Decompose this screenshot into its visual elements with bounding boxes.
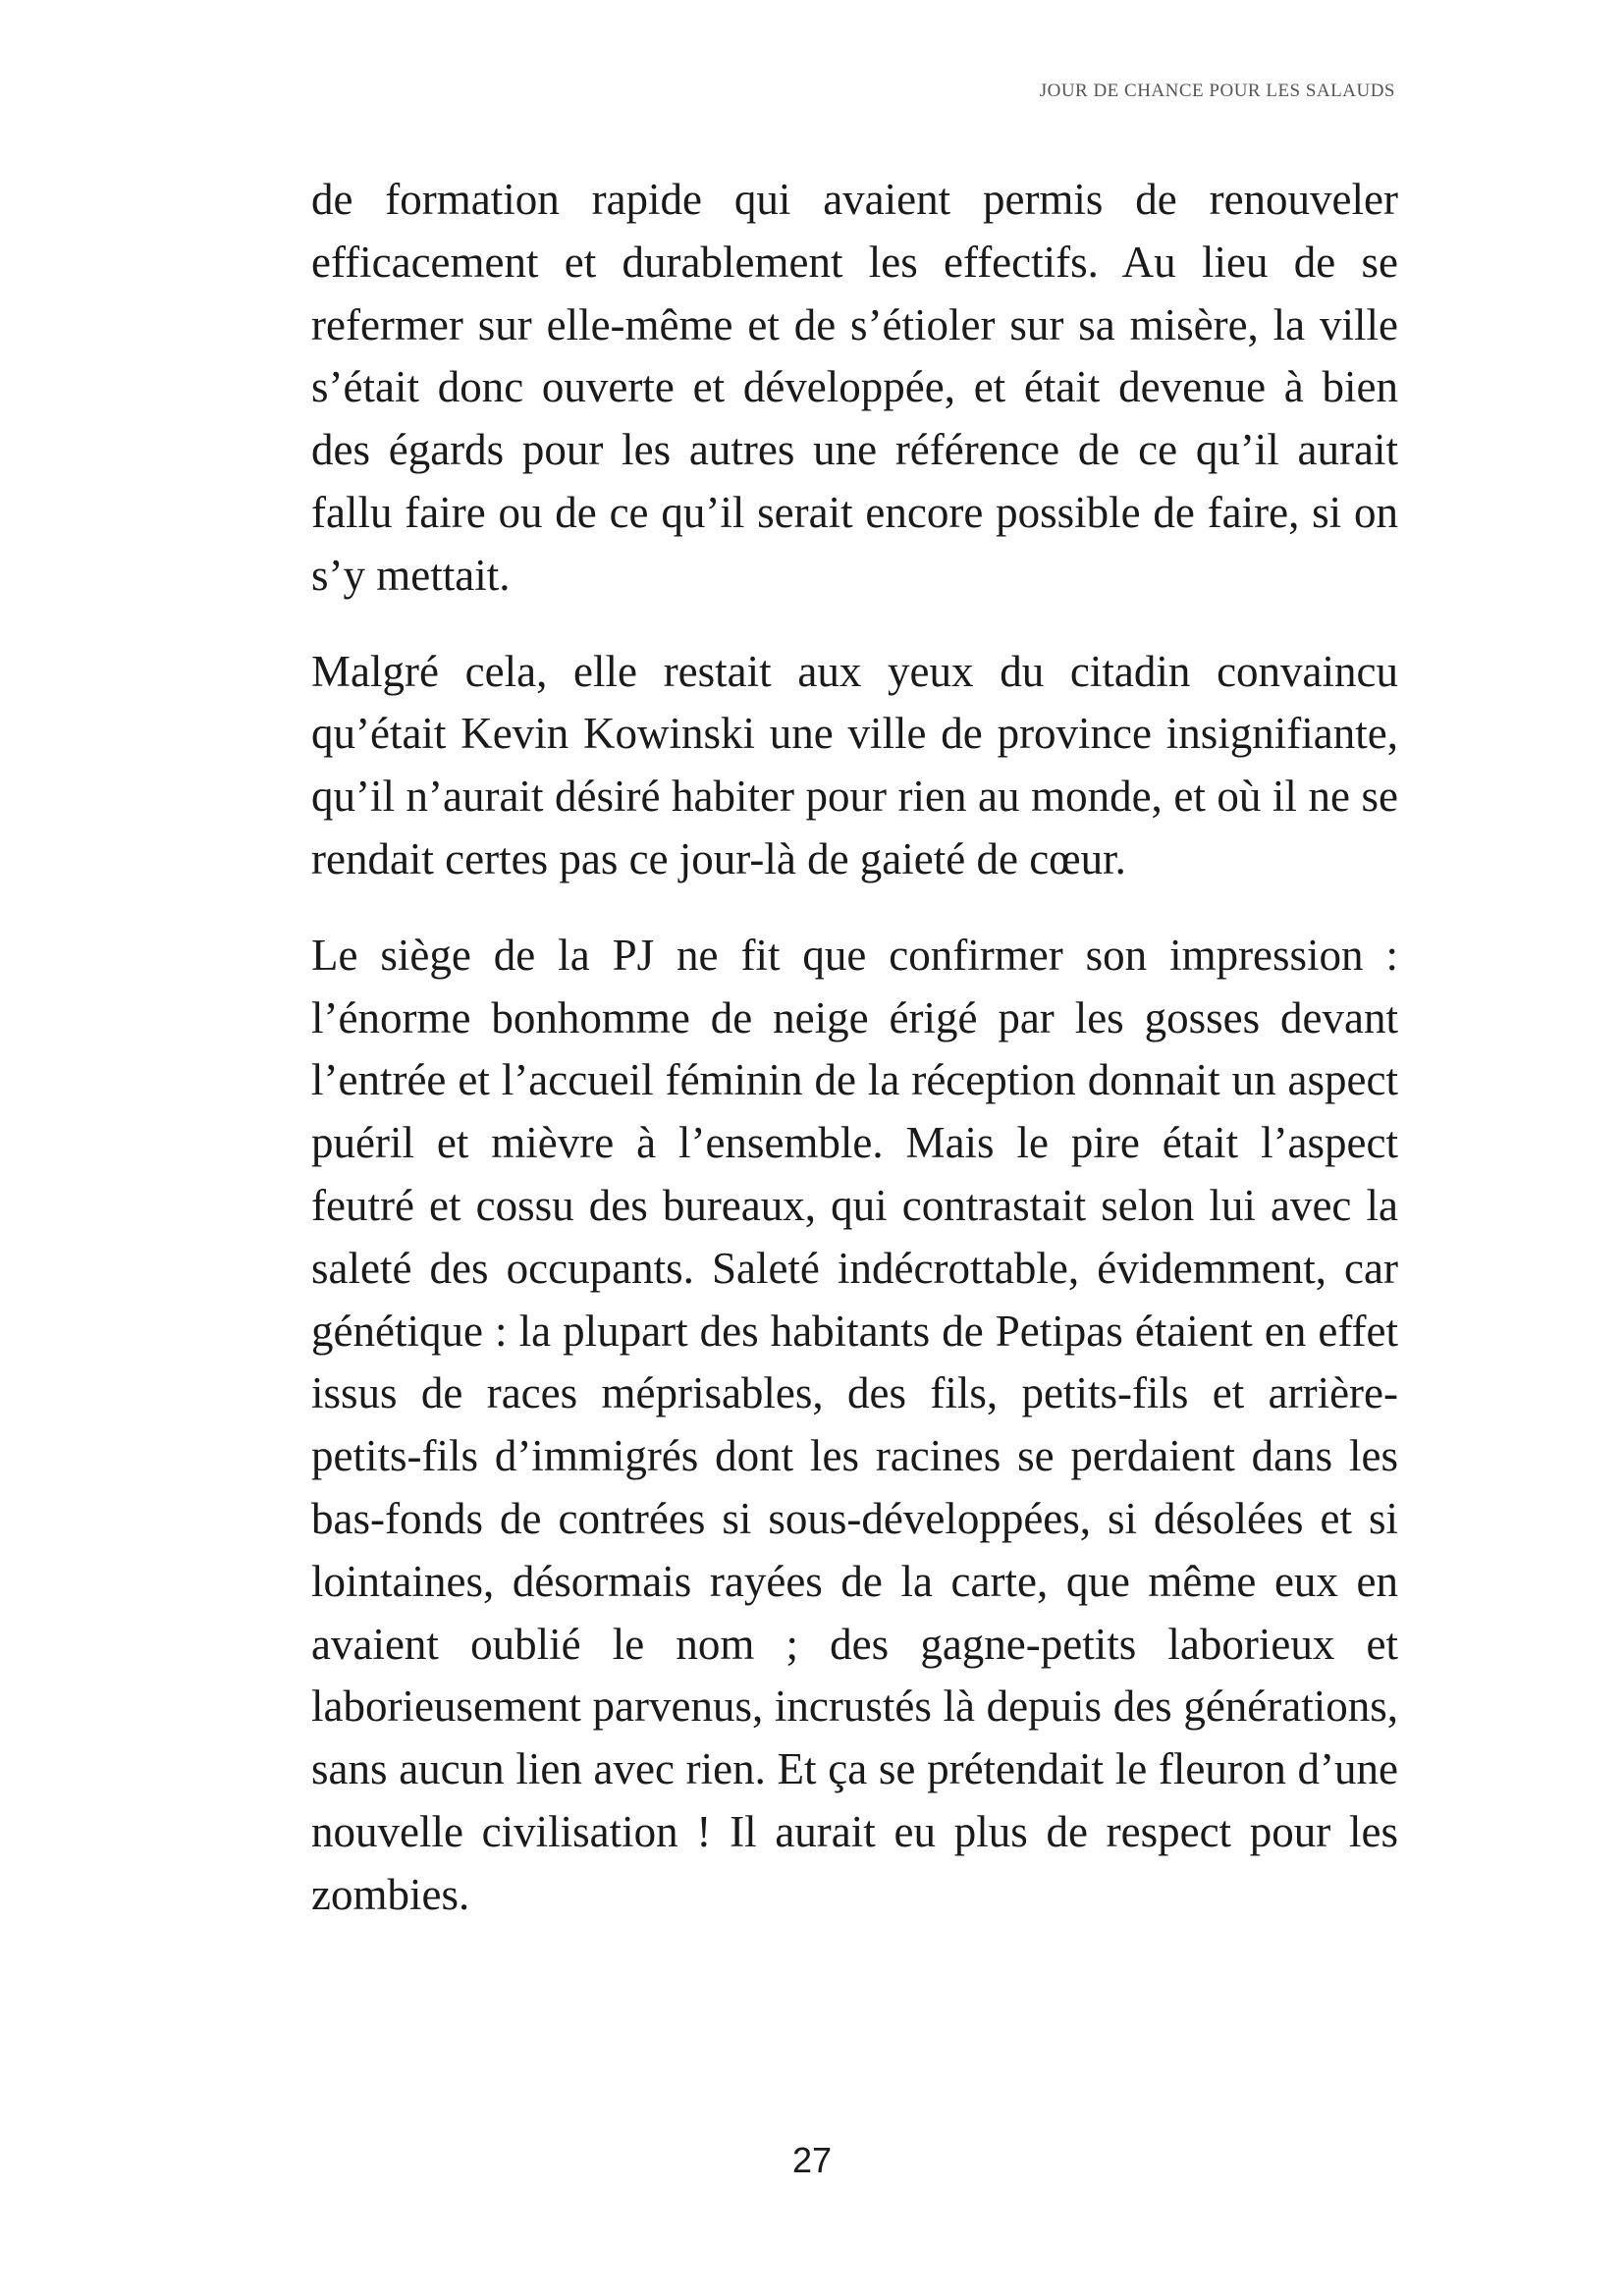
running-header: JOUR DE CHANCE POUR LES SALAUDS [1039,80,1395,101]
paragraph-2: Malgré cela, elle restait aux yeux du citadin convaincu qu’était Kevin Kowinski une ville de province insignifiante, qu’il n’aurait désiré habiter pour rien au monde, et où il ne se rendait certes pas ce jour-là de gaieté de cœur. [311,646,1398,883]
body-text [311,169,1398,1927]
page-number: 27 [791,2140,833,2180]
paragraph-3: Le siège de la PJ ne fit que confirmer son impression : l’énorme bonhomme de neige érigé par les gosses devant l’entrée et l’accueil féminin de la réception donnait un aspect puéril et mièvre à l’ensemble. Mais le pire était l’aspect feutré et cossu des bureaux, qui contrastait selon lui avec la saleté des occupants. Saleté indécrottable, évidemment, car génétique : la plupart des habitants de Petipas étaient en effet issus de races méprisables, des fils, petits-fils et arrière-petits-fils d’immigrés dont les racines se perdaient dans les bas-fonds de contrées si sous-développées, si désolées et si lointaines, désormais rayées de la carte, que même eux en avaient oublié le nom ; des gagne-petits laborieux et laborieusement parvenus, incrustés là depuis des générations, sans aucun lien avec rien. Et ça se prétendait le fleuron d’une nouvelle civilisation ! Il aurait eu plus de respect pour les zombies. [311,930,1398,1919]
paragraph-1: de formation rapide qui avaient permis de renouveler efficacement et durablement les effectifs. Au lieu de se refermer sur elle-même et de s’étioler sur sa misère, la ville s’était donc ouverte et développée, et était devenue à bien des égards pour les autres une référence de ce qu’il aurait fallu faire ou de ce qu’il serait encore possible de faire, si on s’y mettait. [311,175,1398,600]
